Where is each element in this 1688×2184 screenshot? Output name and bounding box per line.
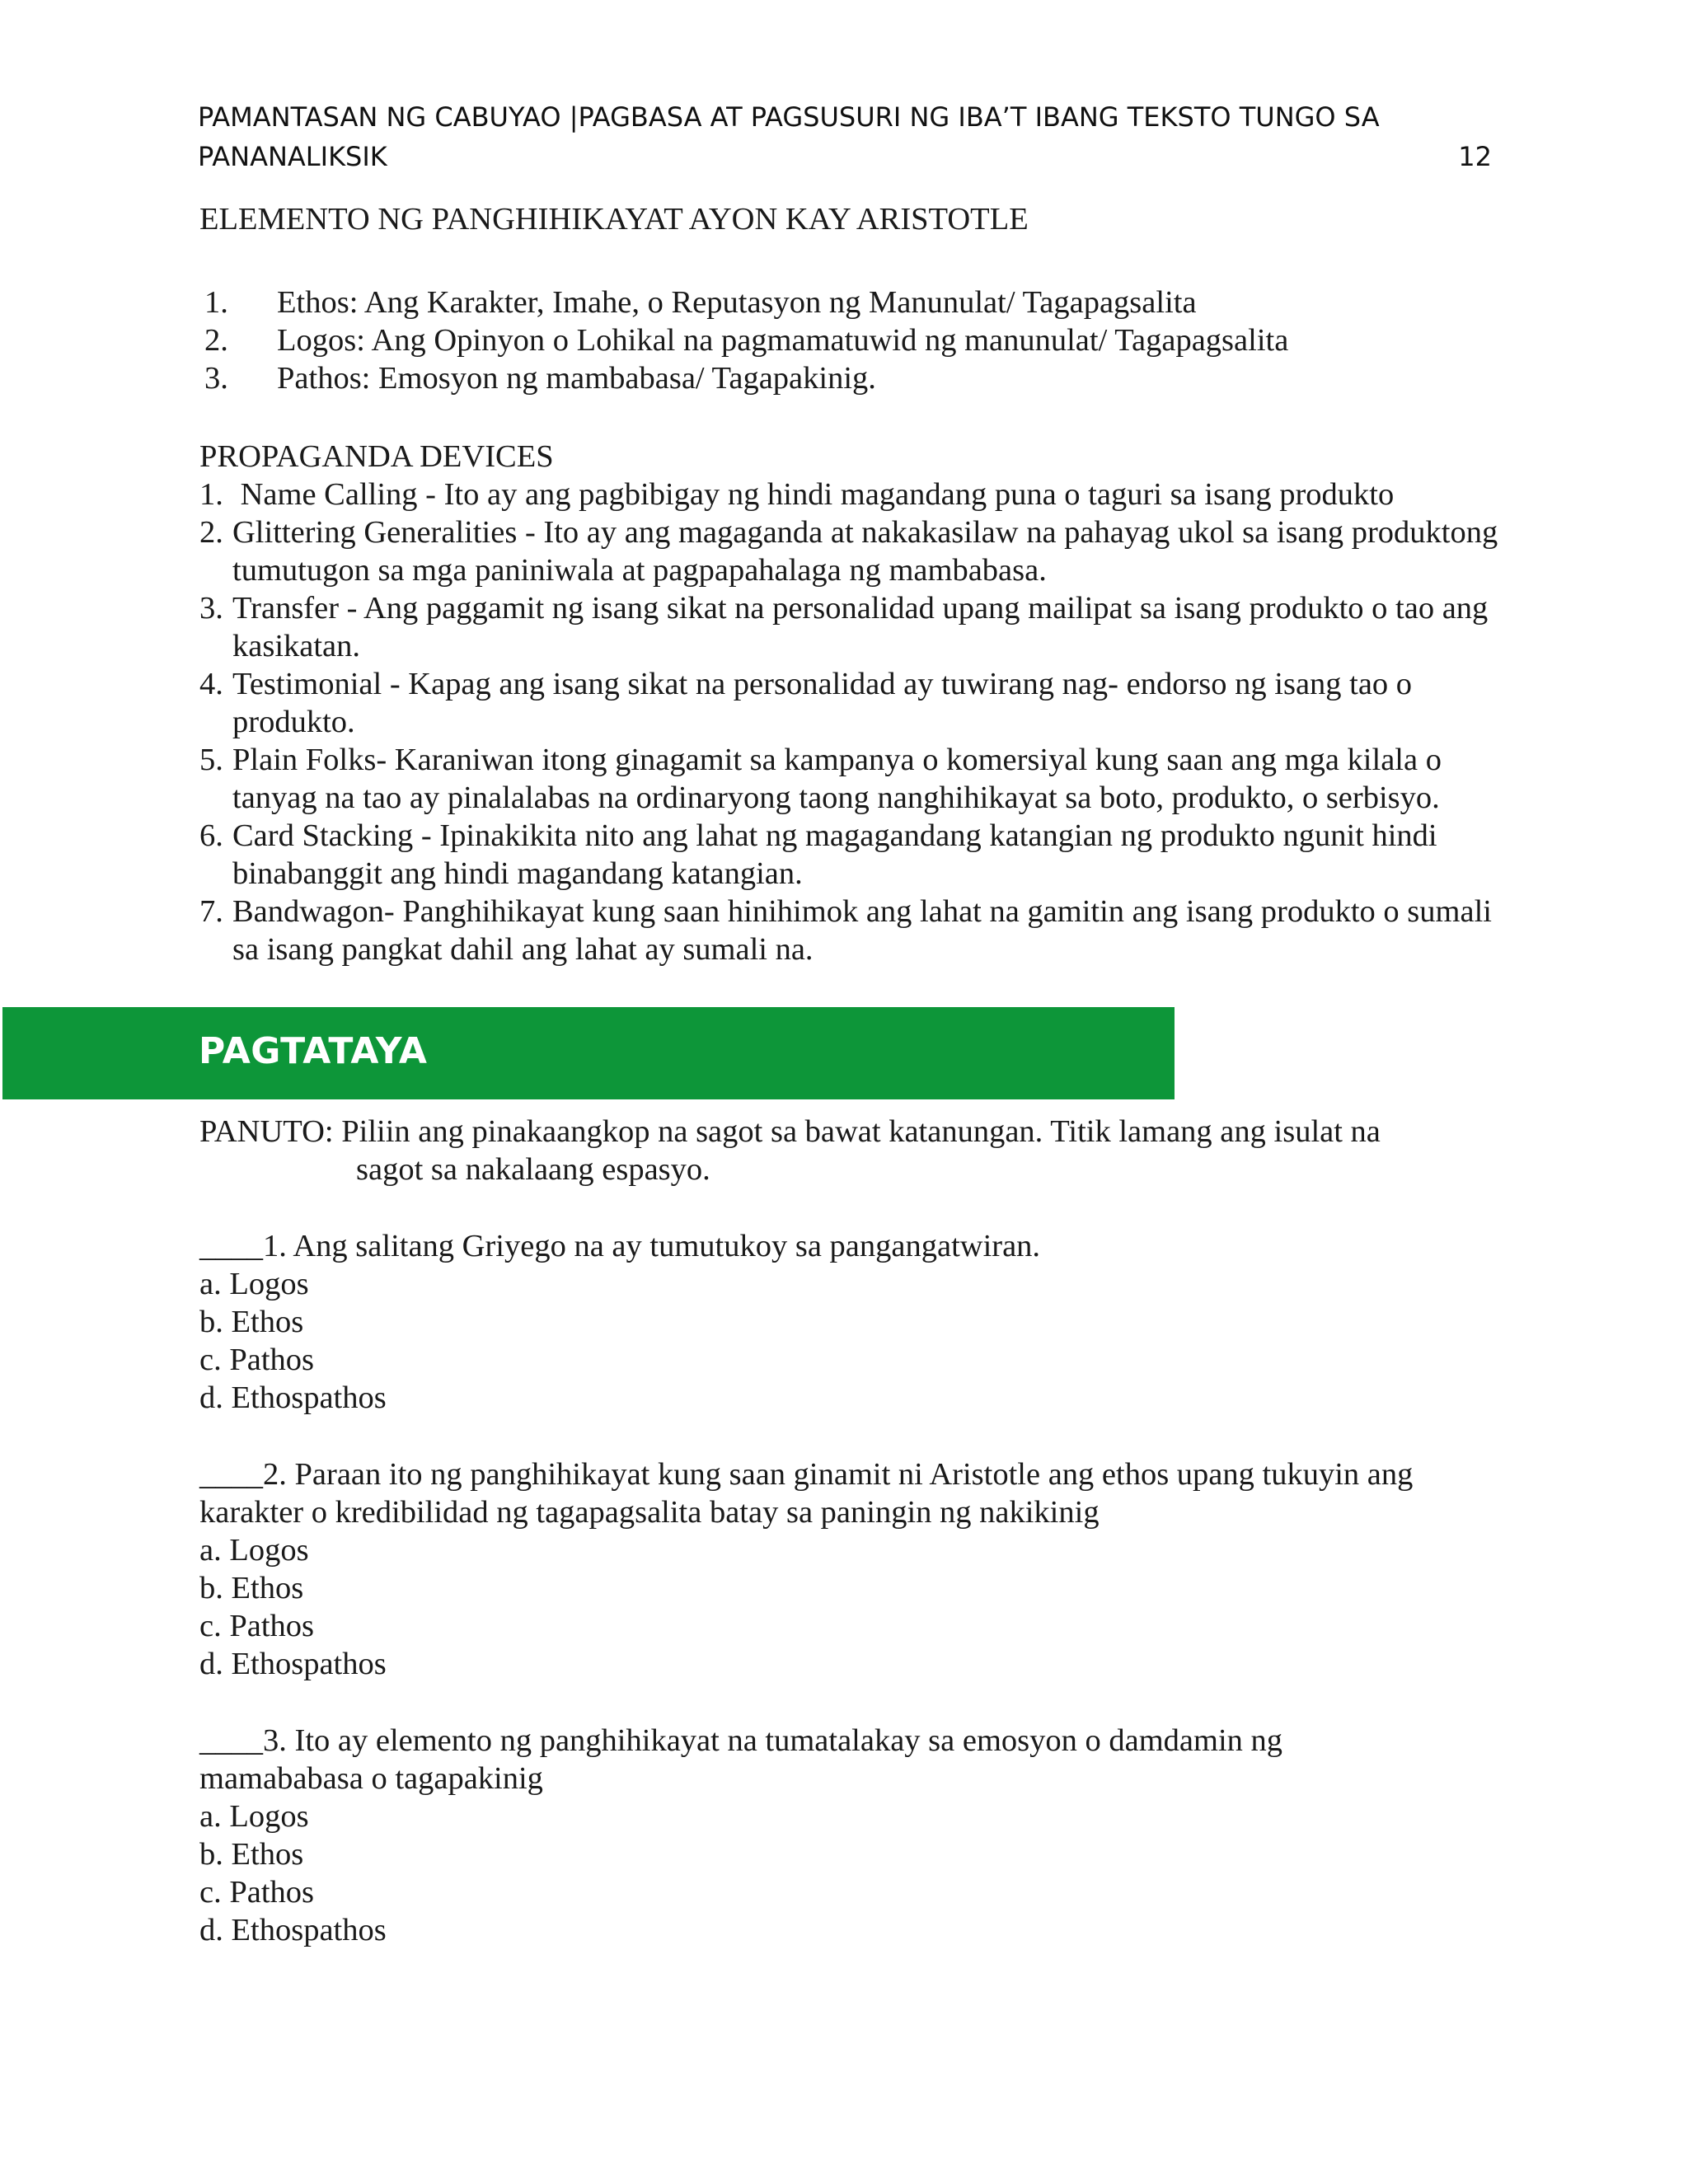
question-text-continued: karakter o kredibilidad ng tagapagsalita batay sa paningin ng nakikinig [199, 1495, 1100, 1530]
instructions [199, 1113, 1518, 1188]
item-text: Transfer - Ang paggamit ng isang sikat na personalidad upang mailipat sa isang produkto o tao ang kasikatan. [232, 591, 1489, 663]
item-number: 3. [199, 591, 223, 626]
propaganda-devices-list [199, 476, 1518, 968]
list-item [199, 476, 1518, 513]
question-text-continued: mamababasa o tagapakinig [199, 1761, 543, 1796]
answer-option: c. Pathos [199, 1609, 315, 1643]
header-title-line1: PAMANTASAN NG CABUYAO |PAGBASA AT PAGSUSURI NG IBA’T IBANG TEKSTO TUNGO SA [198, 101, 1380, 133]
list-item [199, 589, 1518, 665]
item-text: Glittering Generalities - Ito ay ang magaganda at nakakasilaw na pahayag ukol sa isang produktong tumutugon sa mga paniniwala at pagpapahalaga ng mambabasa. [232, 515, 1498, 588]
answer-option: b. Ethos [199, 1571, 304, 1605]
item-number: 6. [199, 818, 223, 853]
item-number: 3. [204, 361, 228, 396]
header-line2 [198, 137, 1492, 176]
answer-option: d. Ethospathos [199, 1913, 387, 1947]
item-number: 1. [199, 477, 223, 512]
section-banner [2, 1007, 1175, 1099]
propaganda-section-title: PROPAGANDA DEVICES [199, 439, 554, 474]
answer-option: b. Ethos [199, 1305, 304, 1339]
item-number: 7. [199, 894, 223, 929]
aristotle-section-title: ELEMENTO NG PANGHIHIKAYAT AYON KAY ARISTOTLE [199, 202, 1029, 237]
item-text: Bandwagon- Panghihikayat kung saan hinihimok ang lahat na gamitin ang isang produkto o sumali sa isang pangkat dahil ang lahat ay sumali na. [232, 894, 1492, 967]
question-2 [199, 1455, 1518, 1683]
question-3 [199, 1722, 1518, 1949]
answer-options [199, 1265, 1518, 1417]
list-item [199, 741, 1518, 817]
question-1 [199, 1227, 1518, 1417]
answer-options [199, 1531, 1518, 1683]
page-number: 12 [1458, 141, 1492, 172]
item-text: Logos: Ang Opinyon o Lohikal na pagmamatuwid ng manunulat/ Tagapagsalita [277, 323, 1289, 358]
item-number: 1. [204, 285, 228, 320]
page-header [198, 97, 1492, 176]
question-text: ____1. Ang salitang Griyego na ay tumutukoy sa pangangatwiran. [199, 1229, 1041, 1263]
list-item [199, 513, 1518, 589]
item-number: 2. [204, 323, 228, 358]
answer-option: d. Ethospathos [199, 1647, 387, 1681]
banner-title: PAGTATAYA [199, 1030, 428, 1072]
answer-option: b. Ethos [199, 1837, 304, 1872]
item-text: Name Calling - Ito ay ang pagbibigay ng hindi magandang puna o taguri sa isang produkto [232, 477, 1395, 512]
answer-option: a. Logos [199, 1533, 309, 1568]
list-item [199, 665, 1518, 741]
item-text: Card Stacking - Ipinakikita nito ang lahat ng magagandang katangian ng produkto ngunit hindi binabanggit ang hindi magandang katangian. [232, 818, 1437, 891]
answer-option: d. Ethospathos [199, 1380, 387, 1415]
aristotle-elements-list [204, 284, 1288, 397]
header-title-line2: PANANALIKSIK [198, 141, 387, 172]
question-text: ____2. Paraan ito ng panghihikayat kung saan ginamit ni Aristotle ang ethos upang tukuyin ang [199, 1457, 1414, 1492]
item-number: 4. [199, 667, 223, 701]
answer-options [199, 1797, 1518, 1949]
item-text: Testimonial - Kapag ang isang sikat na personalidad ay tuwirang nag- endorso ng isang tao o produkto. [232, 667, 1413, 739]
answer-option: a. Logos [199, 1799, 309, 1834]
item-text: Ethos: Ang Karakter, Imahe, o Reputasyon ng Manunulat/ Tagapagsalita [277, 285, 1197, 320]
list-item [199, 893, 1518, 968]
answer-option: c. Pathos [199, 1343, 315, 1377]
item-number: 5. [199, 743, 223, 777]
item-text: Plain Folks- Karaniwan itong ginagamit sa kampanya o komersiyal kung saan ang mga kilala o tanyag na tao ay pinalalabas na ordinaryong taong nanghihikayat sa boto, produkto, o serbisyo. [232, 743, 1442, 815]
list-item [204, 284, 1288, 321]
question-text: ____3. Ito ay elemento ng panghihikayat na tumatalakay sa emosyon o damdamin ng [199, 1723, 1283, 1758]
list-item [204, 359, 1288, 397]
answer-option: a. Logos [199, 1267, 309, 1301]
answer-option: c. Pathos [199, 1875, 315, 1910]
instructions-line1: PANUTO: Piliin ang pinakaangkop na sagot sa bawat katanungan. Titik lamang ang isulat na [199, 1114, 1381, 1149]
instructions-line2: sagot sa nakalaang espasyo. [356, 1152, 710, 1187]
item-number: 2. [199, 515, 223, 550]
list-item [204, 321, 1288, 359]
list-item [199, 817, 1518, 893]
item-text: Pathos: Emosyon ng mambabasa/ Tagapakinig. [277, 361, 876, 396]
